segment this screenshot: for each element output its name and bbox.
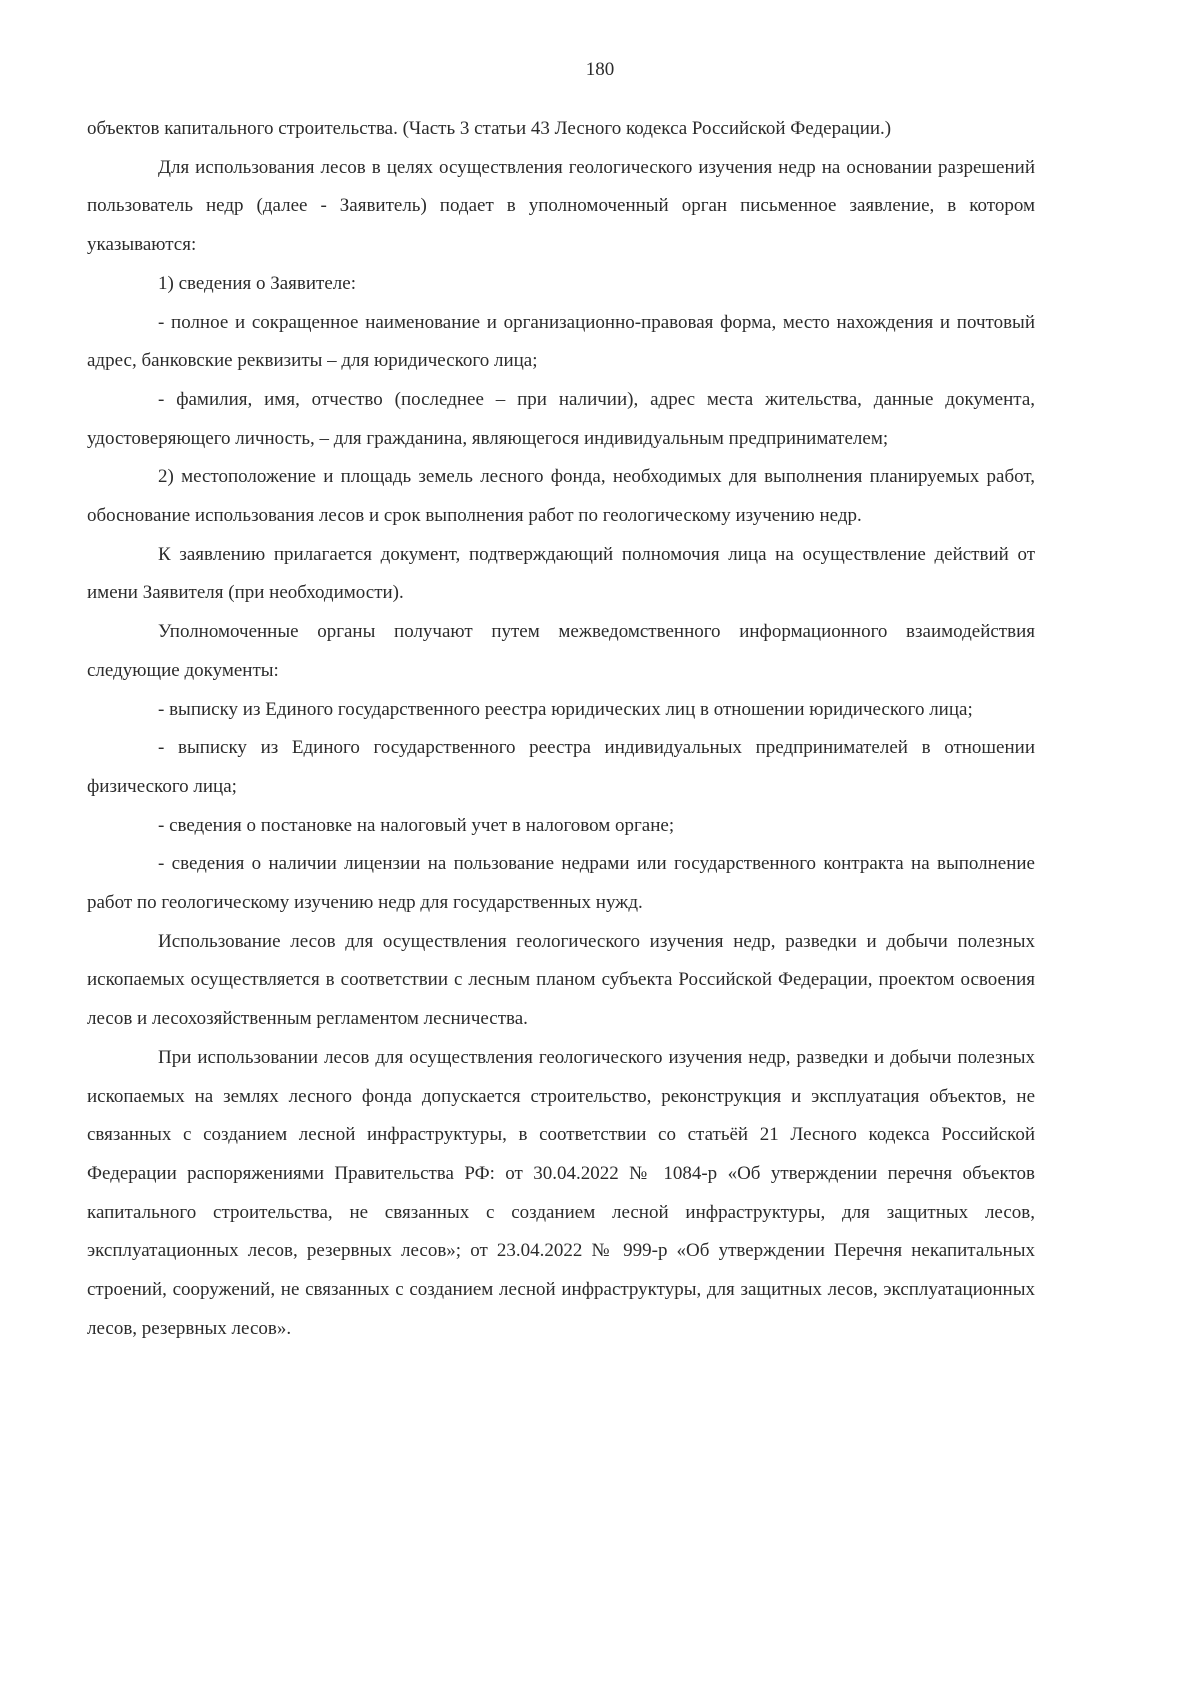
paragraph: 1) сведения о Заявителе:	[158, 272, 356, 294]
paragraph: К заявлению прилагается документ, подтверждающий полномочия лица на осуществление действий от имени Заявителя (при необходимости).	[87, 543, 1035, 604]
paragraph: 2) местоположение и площадь земель лесного фонда, необходимых для выполнения планируемых работ, обоснование использования лесов и срок выполнения работ по геологическому изучению недр.	[87, 466, 1035, 527]
paragraph: - фамилия, имя, отчество (последнее – при наличии), адрес места жительства, данные документа, удостоверяющего личность, – для гражданина, являющегося индивидуальным предпринимателем;	[87, 388, 1035, 449]
paragraph: Использование лесов для осуществления геологического изучения недр, разведки и добычи полезных ископаемых осуществляется в соответствии с лесным планом субъекта Российской Федерации, проектом освоения лесов и лесохозяйственным регламентом лесничества.	[87, 930, 1035, 1030]
paragraph: Для использования лесов в целях осуществления геологического изучения недр на основании разрешений пользователь недр (далее - Заявитель) подает в уполномоченный орган письменное заявление, в котором указываются:	[87, 156, 1035, 256]
paragraph: - выписку из Единого государственного реестра юридических лиц в отношении юридического лица;	[158, 698, 973, 720]
paragraph: - выписку из Единого государственного реестра индивидуальных предпринимателей в отношении физического лица;	[87, 737, 1035, 797]
page-number: 180	[585, 59, 615, 80]
paragraph: Уполномоченные органы получают путем межведомственного информационного взаимодействия следующие документы:	[87, 621, 1035, 681]
document-body	[87, 110, 1035, 1349]
paragraph: При использовании лесов для осуществления геологического изучения недр, разведки и добычи полезных ископаемых на землях лесного фонда допускается строительство, реконструкция и эксплуатация объектов, не связанных с созданием лесной инфраструктуры, в соответствии со статьёй 21 Лесного кодекса Российской Федерации распоряжениями Правительства РФ: от 30.04.2022 № 1084-р «Об утверждении перечня объектов капитального строительства, не связанных с созданием лесной инфраструктуры, для защитных лесов, эксплуатационных лесов, резервных лесов»; от 23.04.2022 № 999-р «Об утверждении Перечня некапитальных строений, сооружений, не связанных с созданием лесной инфраструктуры, для защитных лесов, эксплуатационных лесов, резервных лесов».	[87, 1046, 1035, 1339]
paragraph: - сведения о наличии лицензии на пользование недрами или государственного контракта на выполнение работ по геологическому изучению недр для государственных нужд.	[87, 853, 1035, 914]
paragraph: - сведения о постановке на налоговый учет в налоговом органе;	[158, 814, 675, 836]
paragraph: объектов капитального строительства. (Часть 3 статьи 43 Лесного кодекса Российской Федерации.)	[87, 118, 892, 139]
paragraph: - полное и сокращенное наименование и организационно-правовая форма, место нахождения и почтовый адрес, банковские реквизиты – для юридического лица;	[87, 311, 1035, 372]
